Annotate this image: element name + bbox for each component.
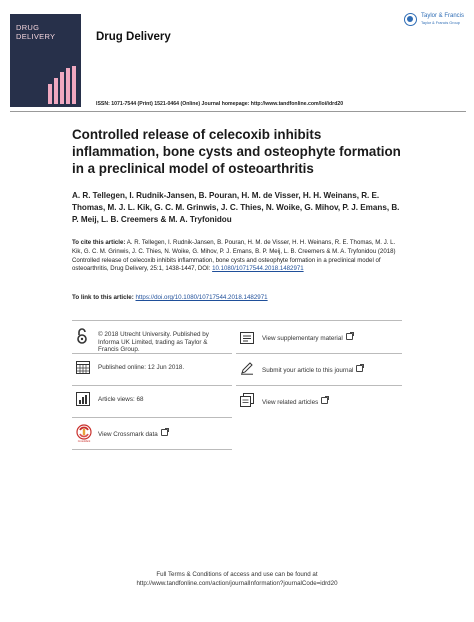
crossmark-icon [76,424,92,444]
publisher-logo[interactable] [404,12,466,32]
external-link-icon [356,365,363,372]
info-divider [72,417,232,418]
article-title: Controlled release of celecoxib inhibits inflammation, bone cysts and osteophyte formation in a preclinical model of osteoarthritis [72,127,401,176]
supplementary-icon [240,331,254,349]
view-crossmark-link[interactable]: View Crossmark data [98,429,168,439]
publisher-logo-icon [404,13,417,26]
citation-label: To cite this article: [72,239,126,246]
article-doi-link[interactable]: https://doi.org/10.1080/10717544.2018.1482971 [135,294,268,301]
cover-stripes [46,66,81,104]
external-link-icon [321,397,328,404]
view-supplementary-link[interactable]: View supplementary material [262,333,353,343]
info-divider [236,385,402,386]
cover-title: DRUG DELIVERY [16,23,56,41]
publisher-name: Taylor & Francis [421,13,465,19]
citation-doi-link[interactable]: 10.1080/10717544.2018.1482971 [212,265,304,273]
footer-line1: Full Terms & Conditions of access and use can be found at [156,571,318,578]
submit-article-icon [240,361,254,380]
external-link-icon [346,333,353,340]
footer-terms [60,571,414,588]
journal-cover-image[interactable] [10,14,81,107]
article-views: Article views: 68 [98,396,144,403]
related-articles-icon [240,393,254,412]
info-divider [236,353,402,354]
external-link-icon [161,429,168,436]
header-divider [10,111,466,112]
publisher-sub: Taylor & Francis Group [421,21,460,25]
link-label: To link to this article: [72,294,136,301]
citation-block [72,239,402,274]
info-divider [72,353,232,354]
info-divider [72,385,232,386]
footer-terms-link[interactable]: http://www.tandfonline.com/action/journalInformation?journalCode=idrd20 [136,579,338,587]
open-access-icon [76,328,88,349]
license-text: © 2018 Utrecht University. Published by Informa UK Limited, trading as Taylor & Francis Group. [98,331,209,354]
published-online-date: Published online: 12 Jun 2018. [98,364,185,371]
article-authors: A. R. Tellegen, I. Rudnik-Jansen, B. Pouran, H. M. de Visser, H. H. Weinans, R. E. Thomas, M. J. L. Kik, G. C. M. Grinwis, J. C. Thies, N. Woike, G. Mihov, P. J. Emans, B. P. Meij, L. B. Creemers & M. A. Tryfonidou [72,191,400,224]
submit-article-link[interactable]: Submit your article to this journal [262,365,363,375]
view-related-link[interactable]: View related articles [262,397,328,407]
info-divider-top [72,320,402,321]
journal-name[interactable]: Drug Delivery [96,31,171,43]
citation-text: A. R. Tellegen, I. Rudnik-Jansen, B. Pouran, H. M. de Visser, H. H. Weinans, R. E. Thomas, M. J. L. Kik, G. C. M. Grinwis, J. C. Thies, N. Woike, G. Mihov, P. J. Emans, B. P. Meij, L. B. Creemers & M. A. Tryfonidou (2018) Controlled release of celecoxib inhibits inflammation, bone cysts and osteophyte formation in a preclinical model of osteoarthritis, Drug Delivery, 25:1, 1438-1447, DOI: [72,239,396,273]
crossmark-logo-text: CrossMark [77,440,91,443]
issn-line[interactable]: ISSN: 1071-7544 (Print) 1521-0464 (Online) Journal homepage: http://www.tandfonline.com/loi/idrd20 [96,101,344,107]
bar-chart-icon [76,392,90,411]
link-to-article [72,294,268,301]
info-divider-bottom [72,449,232,450]
calendar-icon [76,360,90,379]
